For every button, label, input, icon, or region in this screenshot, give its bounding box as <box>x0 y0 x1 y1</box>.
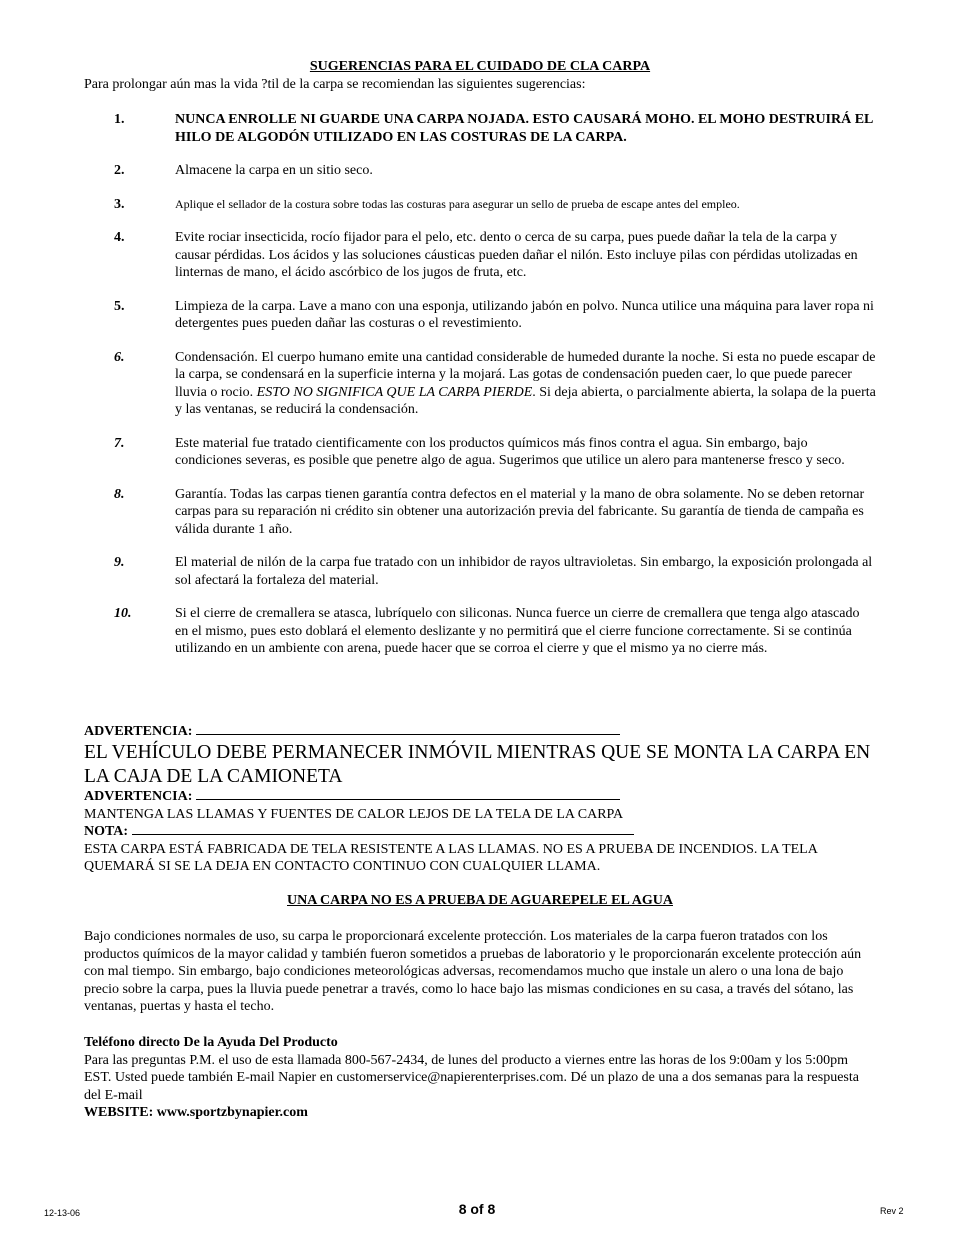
list-item <box>84 605 876 658</box>
warning-block-1 <box>84 722 876 789</box>
item-text: El material de nilón de la carpa fue tratado con un inhibidor de rayos ultravioletas. Sin embargo, la exposición prolongada al sol afectará la fortaleza del material. <box>175 555 873 588</box>
item-number: 8. <box>114 486 125 502</box>
item-text: Garantía. Todas las carpas tienen garantía contra defectos en el material y la mano de obra solamente. No se deben retornar carpas para su reparación ni crédito sin obtener una autorización previa del fabricante. Su garantía de tienda de campaña es válida durante 1 año. <box>175 486 865 537</box>
item-text: Este material fue tratado cientificamente con los productos químicos más finos contra el agua. Sin embargo, bajo condiciones severas, es posible que penetre algo de agua. Sugerimos que utilice un alero para mantenerse fresco y seco. <box>175 435 845 468</box>
item-number: 6. <box>114 349 125 365</box>
underline-rule <box>132 822 634 835</box>
list-item <box>84 196 876 214</box>
item-text-part: . Si deja abierta, o parcialmente abierta, la solapa de la puerta y las ventanas, se reducirá la condensación. <box>175 384 876 417</box>
list-item <box>84 229 876 282</box>
footer-revision: Rev 2 <box>880 1206 904 1216</box>
help-heading: Teléfono directo De la Ayuda Del Producto <box>84 1035 338 1050</box>
help-block <box>84 1034 876 1122</box>
footer-date: 12-13-06 <box>44 1208 81 1218</box>
page-title: SUGERENCIAS PARA EL CUIDADO DE CLA CARPA <box>309 59 651 74</box>
item-text: Limpieza de la carpa. Lave a mano con una esponja, utilizando jabón en polvo. Nunca utilice una máquina para laver ropa ni detergentes pues pueden dañar las costuras o el revestimiento. <box>175 298 874 331</box>
underline-rule <box>196 722 620 735</box>
item-number: 4. <box>114 230 125 245</box>
help-text: Para las preguntas P.M. el uso de esta llamada 800-567-2434, de lunes del producto a viernes entre las horas de los 9:00am y los 5:00pm EST. Usted puede también E-mail Napier en customerservice@napierenterprises.com. Dé un plazo de una a dos semanas para la respuesta del E-mail <box>84 1052 859 1103</box>
item-text <box>175 349 876 419</box>
item-text-emphasis: ESTO NO SIGNIFICA QUE LA CARPA PIERDE <box>256 384 533 400</box>
list-item <box>84 486 876 539</box>
list-item <box>84 111 876 146</box>
list-item <box>84 435 876 470</box>
warning-label: ADVERTENCIA: <box>84 789 193 804</box>
underline-rule <box>196 787 620 800</box>
list-item <box>84 349 876 419</box>
item-number: 3. <box>114 196 125 212</box>
list-item <box>84 554 876 589</box>
note-label: NOTA: <box>84 824 129 839</box>
item-number: 7. <box>114 435 125 451</box>
item-number: 9. <box>114 555 125 570</box>
item-number: 10. <box>114 606 132 621</box>
item-text-part: Condensación. El cuerpo humano emite una cantidad considerable de humeded durante la noche. Si esta no puede escapar de la carpa, se condensará en la superficie interna y la mojará <box>175 349 876 382</box>
intro-text: Para prolongar aún mas la vida ?til de la carpa se recomiendan las siguientes sugerencias: <box>84 77 586 92</box>
footer-page-number: 8 of 8 <box>458 1201 496 1217</box>
suggestions-list <box>84 111 876 674</box>
item-text: Almacene la carpa en un sitio seco. <box>175 163 373 178</box>
item-number: 1. <box>114 112 125 127</box>
item-text: NUNCA ENROLLE NI GUARDE UNA CARPA NOJADA. ESTO CAUSARÁ MOHO. EL MOHO DESTRUIRÁ EL HILO DE ALGODÓN UTILIZADO EN LAS COSTURAS DE LA CARPA. <box>175 112 873 145</box>
list-item <box>84 298 876 333</box>
warning-text: MANTENGA LAS LLAMAS Y FUENTES DE CALOR LEJOS DE LA TELA DE LA CARPA <box>84 806 624 822</box>
website-link[interactable]: WEBSITE: www.sportzbynapier.com <box>84 1105 308 1120</box>
item-text: Si el cierre de cremallera se atasca, lubríquelo con siliconas. Nunca fuerce un cierre de cremallera que tenga algo atascado en el mismo, pues esto doblará el elemento deslizante y no permitirá que el cierre funcione correctamente. Si se continúa utilizando en un ambiente con arena, puede hacer que se corroa el cierre y que el mismo ya no cierre más. <box>175 606 860 656</box>
item-number: 2. <box>114 163 125 178</box>
list-item <box>84 162 876 180</box>
section-title: UNA CARPA NO ES A PRUEBA DE AGUAREPELE EL AGUA <box>287 893 673 908</box>
item-text-part: . Las gotas de condensación pueden caer, lo que puede parecer lluvia o rocio. <box>175 367 852 400</box>
note-text: ESTA CARPA ESTÁ FABRICADA DE TELA RESISTENTE A LAS LLAMAS. NO ES A PRUEBA DE INCENDIOS. LA TELA QUEMARÁ SI SE LA DEJA EN CONTACTO CONTINUO CON CUALQUIER LLAMA. <box>84 841 818 874</box>
item-text: Evite rociar insecticida, rocío fijador para el pelo, etc. dento o cerca de su carpa, pues puede dañar la tela de la carpa y causar pérdidas. Los ácidos y las soluciones cáusticas pueden dañar el nilón. Esto incluye pilas con pérdidas utolizadas en linternas de mano, el ácido ascórbico de los jugos de fruta, etc. <box>175 230 858 280</box>
warning-block-2 <box>84 787 876 823</box>
warning-label: ADVERTENCIA: <box>84 724 193 739</box>
item-text: Aplique el sellador de la costura sobre todas las costuras para asegurar un sello de prueba de escape antes del empleo. <box>175 196 740 211</box>
warning-text: EL VEHÍCULO DEBE PERMANECER INMÓVIL MIENTRAS QUE SE MONTA LA CARPA EN LA CAJA DE LA CAMIONETA <box>84 741 871 787</box>
section-paragraph: Bajo condiciones normales de uso, su carpa le proporcionará excelente protección. Los materiales de la carpa fueron tratados con los productos químicos de la mayor calidad y también fueron sometidos a pruebas de laboratorio y le proporcionarán excelente protección aún con mal tiempo. Sin embargo, bajo condiciones meteorológicas adversas, recomendamos mucho que instale un alero o una lona de bajo precio sobre la carpa, pues la lluvia puede penetrar a través, como lo hace bajo las mismas condiciones en su casa, a través del sótano, las ventanas, puertas y hasta el techo. <box>84 929 862 1014</box>
item-number: 5. <box>114 298 125 314</box>
note-block <box>84 822 876 876</box>
